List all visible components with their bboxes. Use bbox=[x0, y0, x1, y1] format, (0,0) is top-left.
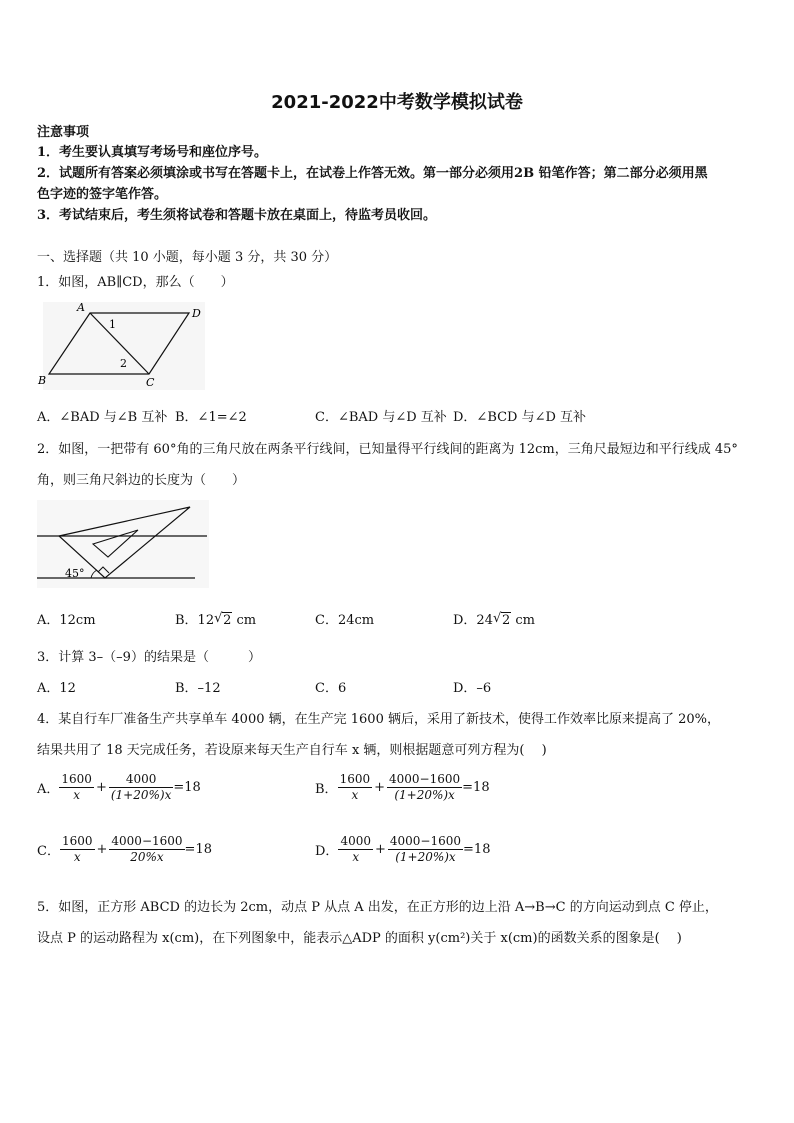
q4-option-d-rhs: =18 bbox=[463, 842, 491, 857]
q4-option-d-label: D． bbox=[315, 844, 339, 859]
q4-option-a[interactable]: A． $\frac{1600}{x}$ + $\frac{4000}{(1+20\%)x}$ =18 bbox=[37, 772, 201, 802]
q2-option-d-radicand: 2 bbox=[501, 613, 511, 628]
q2-option-b[interactable] bbox=[175, 609, 256, 628]
fraction: $\frac{1600}{x}$ bbox=[61, 834, 93, 864]
q2-option-d[interactable] bbox=[453, 609, 535, 628]
q1-parallelogram-figure bbox=[37, 300, 207, 392]
notice-item-3: 3．考试结束后，考生须将试卷和答题卡放在桌面上，待监考员收回。 bbox=[37, 208, 437, 223]
q1-label-d: D bbox=[192, 307, 201, 320]
q5-stem-line1: 5．如图，正方形 ABCD 的边长为 2cm，动点 P 从点 A 出发，在正方形的边上沿 A→B→C 的方向运动到点 C 停止， bbox=[37, 900, 718, 915]
q2-stem-line1: 2．如图，一把带有 60°角的三角尺放在两条平行线间，已知量得平行线间的距离为 12cm，三角尺最短边和平行线成 45° bbox=[37, 442, 738, 457]
q2-angle-label: 45° bbox=[65, 567, 85, 580]
q5-stem-line2: 设点 P 的运动路程为 x(cm)，在下列图象中，能表示△ADP 的面积 y(cm²)关于 x(cm)的函数关系的图象是( ) bbox=[37, 931, 682, 946]
q1-label-c: C bbox=[146, 376, 155, 389]
q3-option-a[interactable]: A．12 bbox=[37, 681, 76, 696]
q2-option-c[interactable]: C．24cm bbox=[315, 613, 375, 628]
sqrt-symbol-icon: √ 2 bbox=[214, 611, 232, 628]
q3-option-c[interactable]: C．6 bbox=[315, 681, 347, 696]
q4-option-b-label: B． bbox=[315, 782, 338, 797]
q1-option-b[interactable]: B．∠1=∠2 bbox=[175, 410, 247, 425]
q1-label-angle1: 1 bbox=[109, 318, 116, 331]
q4-option-b[interactable]: B． $\frac{1600}{x}$ + $\frac{4000-1600}{(1+20\%)x}$ =18 bbox=[315, 772, 490, 802]
fraction: $\frac{4000-1600}{(1+20\%)x}$ bbox=[389, 834, 462, 864]
fraction: $\frac{4000-1600}{(1+20\%)x}$ bbox=[389, 772, 461, 802]
q4-option-c[interactable]: C． $\frac{1600}{x}$ + $\frac{4000-1600}{20\%x}$ =18 bbox=[37, 834, 212, 864]
q1-label-angle2: 2 bbox=[120, 357, 127, 370]
q2-option-a[interactable]: A．12cm bbox=[37, 613, 96, 628]
q2-option-b-unit: cm bbox=[236, 613, 257, 628]
q2-option-b-prefix: B．12 bbox=[175, 613, 215, 628]
q1-stem: 1．如图，AB∥CD，那么（ ） bbox=[37, 275, 234, 290]
q4-stem-line2: 结果共用了 18 天完成任务，若设原来每天生产自行车 x 辆，则根据题意可列方程为( ) bbox=[37, 743, 547, 758]
q4-option-a-rhs: =18 bbox=[173, 780, 201, 795]
notice-item-1: 1．考生要认真填写考场号和座位序号。 bbox=[37, 145, 268, 160]
q1-option-a[interactable]: A．∠BAD 与∠B 互补 bbox=[37, 410, 168, 425]
q4-option-c-rhs: =18 bbox=[184, 842, 212, 857]
q1-option-d[interactable]: D．∠BCD 与∠D 互补 bbox=[453, 410, 587, 425]
fraction: $\frac{4000}{x}$ bbox=[340, 834, 371, 864]
q4-option-c-label: C． bbox=[37, 844, 60, 859]
fraction: $\frac{4000}{(1+20\%)x}$ bbox=[110, 772, 172, 802]
q1-option-c[interactable]: C．∠BAD 与∠D 互补 bbox=[315, 410, 447, 425]
q3-stem: 3．计算 3–（–9）的结果是（ ） bbox=[37, 650, 261, 665]
q3-option-b[interactable]: B．–12 bbox=[175, 681, 221, 696]
q4-option-b-rhs: =18 bbox=[462, 780, 490, 795]
q1-label-b: B bbox=[38, 374, 47, 387]
q2-option-b-radicand: 2 bbox=[223, 613, 232, 628]
notice-heading: 注意事项 bbox=[37, 125, 90, 140]
fraction: $\frac{1600}{x}$ bbox=[339, 772, 371, 802]
sqrt-symbol-icon: √ 2 bbox=[492, 611, 511, 628]
notice-item-2: 2．试题所有答案必须填涂或书写在答题卡上，在试卷上作答无效。第一部分必须用2B 铅笔作答；第二部分必须用黑 bbox=[37, 166, 708, 181]
q2-stem-line2: 角，则三角尺斜边的长度为（ ） bbox=[37, 473, 246, 488]
fraction: $\frac{1600}{x}$ bbox=[61, 772, 92, 802]
notice-item-2-cont: 色字迹的签字笔作答。 bbox=[37, 187, 168, 202]
q4-stem-line1: 4．某自行车厂准备生产共享单车 4000 辆，在生产完 1600 辆后，采用了新技术，使得工作效率比原来提高了 20%， bbox=[37, 712, 720, 727]
section-heading: 一、选择题（共 10 小题，每小题 3 分，共 30 分） bbox=[37, 250, 338, 265]
q2-option-d-prefix: D．24 bbox=[453, 613, 493, 628]
fraction: $\frac{4000-1600}{20\%x}$ bbox=[111, 834, 183, 864]
q4-option-d[interactable]: D． $\frac{4000}{x}$ + $\frac{4000-1600}{(1+20\%)x}$ =18 bbox=[315, 834, 491, 864]
page-title: 2021-2022中考数学模拟试卷 bbox=[271, 92, 523, 113]
q3-option-d[interactable]: D．–6 bbox=[453, 681, 492, 696]
q1-label-a: A bbox=[77, 301, 85, 314]
q2-option-d-unit: cm bbox=[515, 613, 535, 628]
q2-triangle-ruler-figure bbox=[37, 500, 209, 588]
q4-option-a-label: A． bbox=[37, 782, 60, 797]
